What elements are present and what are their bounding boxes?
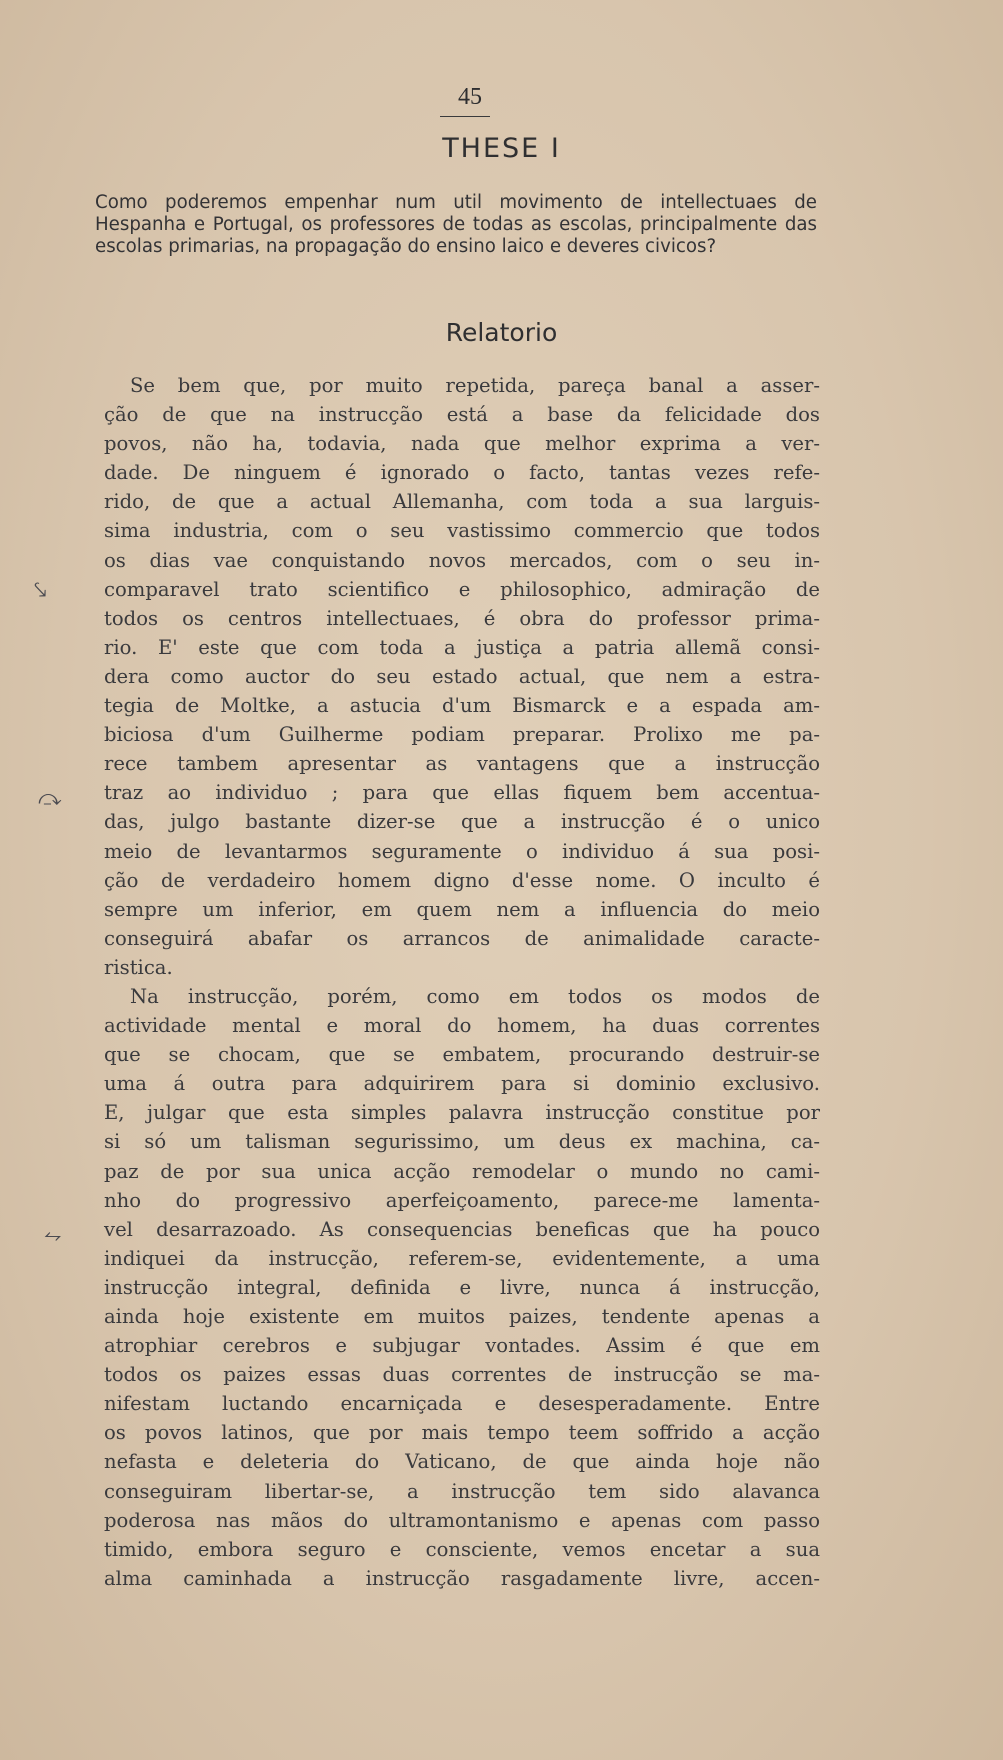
body-line: rece tambem apresentar as vantagens que a instrucção: [104, 752, 820, 776]
section-heading: THESE I: [442, 133, 561, 164]
body-line: conseguirá abafar os arrancos de animalidade caracte-: [104, 926, 820, 950]
body-line: paz de por sua unica acção remodelar o mundo no cami-: [104, 1159, 820, 1183]
body-line: os dias vae conquistando novos mercados, com o seu in-: [104, 548, 820, 572]
body-line: E, julgar que esta simples palavra instrucção constitue por: [104, 1101, 820, 1125]
body-line: actividade mental e moral do homem, ha duas correntes: [104, 1014, 820, 1038]
body-line: atrophiar cerebros e subjugar vontades. Assim é que em: [104, 1334, 820, 1358]
body-line: nifestam luctando encarniçada e desesperadamente. Entre: [104, 1392, 820, 1416]
body-line: Se bem que, por muito repetida, pareça banal a asser-: [130, 374, 820, 397]
body-line: tegia de Moltke, a astucia d'um Bismarck e a espada am-: [104, 694, 820, 718]
page-number: 45: [458, 84, 482, 110]
margin-mark-icon: ⤼: [38, 786, 62, 811]
page-number-rule: [440, 116, 490, 117]
body-line: alma caminhada a instrucção rasgadamente livre, accen-: [104, 1566, 820, 1590]
body-line: povos, não ha, todavia, nada que melhor exprima a ver-: [104, 432, 820, 456]
body-line: ção de verdadeiro homem digno d'esse nome. O inculto é: [104, 868, 820, 892]
body-line: si só um talisman segurissimo, um deus ex machina, ca-: [104, 1130, 820, 1154]
body-line: dera como auctor do seu estado actual, que nem a estra-: [104, 664, 820, 688]
body-line: todos os centros intellectuaes, é obra do professor prima-: [104, 606, 820, 630]
thesis-question: Como poderemos empenhar num util movimento de intellectuaes de Hespanha e Portugal, os professores de todas as escolas, principalmente das escolas primarias, na propagação do ensino laico e deveres civicos?: [95, 192, 817, 257]
body-line: nefasta e deleteria do Vaticano, de que ainda hoje não: [104, 1450, 820, 1474]
report-body: [104, 371, 820, 1593]
body-line: comparavel trato scientifico e philosophico, admiração de: [104, 577, 820, 601]
body-line: rio. E' este que com toda a justiça a patria allemã consi-: [104, 635, 820, 659]
body-line: instrucção integral, definida e livre, nunca á instrucção,: [104, 1275, 820, 1299]
body-line: biciosa d'um Guilherme podiam preparar. Prolixo me pa-: [104, 723, 820, 747]
body-line: conseguiram libertar-se, a instrucção tem sido alavanca: [104, 1479, 820, 1503]
body-line: ção de que na instrucção está a base da felicidade dos: [104, 403, 820, 427]
margin-mark-icon: ⤥: [34, 578, 47, 603]
body-line: ainda hoje existente em muitos paizes, tendente apenas a: [104, 1305, 820, 1328]
report-subheading: Relatorio: [445, 318, 558, 347]
body-line: poderosa nas mãos do ultramontanismo e apenas com passo: [104, 1508, 820, 1532]
body-line: timido, embora seguro e consciente, vemos encetar a sua: [104, 1537, 820, 1561]
body-line: vel desarrazoado. As consequencias beneficas que ha pouco: [104, 1217, 820, 1241]
body-line: uma á outra para adquirirem para si dominio exclusivo.: [104, 1072, 820, 1096]
body-line: Na instrucção, porém, como em todos os modos de: [130, 984, 820, 1008]
body-line: nho do progressivo aperfeiçoamento, parece-me lamenta-: [104, 1188, 820, 1212]
body-line: todos os paizes essas duas correntes de instrucção se ma-: [104, 1363, 820, 1387]
body-line: os povos latinos, que por mais tempo teem soffrido a acção: [104, 1421, 820, 1445]
body-line: das, julgo bastante dizer-se que a instrucção é o unico: [104, 810, 820, 834]
body-line: meio de levantarmos seguramente o individuo á sua posi-: [104, 839, 820, 863]
body-line: traz ao individuo ; para que ellas fiquem bem accentua-: [104, 781, 820, 805]
body-line: ristica.: [104, 955, 173, 979]
body-line: sempre um inferior, em quem nem a influencia do meio: [104, 897, 820, 921]
body-line: sima industria, com o seu vastissimo commercio que todos: [104, 519, 820, 543]
body-line: que se chocam, que se embatem, procurando destruir-se: [104, 1043, 820, 1067]
body-line: rido, de que a actual Allemanha, com toda a sua larguis-: [104, 490, 820, 514]
margin-mark-icon: ⥊: [44, 1223, 62, 1248]
body-line: dade. De ninguem é ignorado o facto, tantas vezes refe-: [104, 461, 820, 485]
body-line: indiquei da instrucção, referem-se, evidentemente, a uma: [104, 1246, 820, 1270]
